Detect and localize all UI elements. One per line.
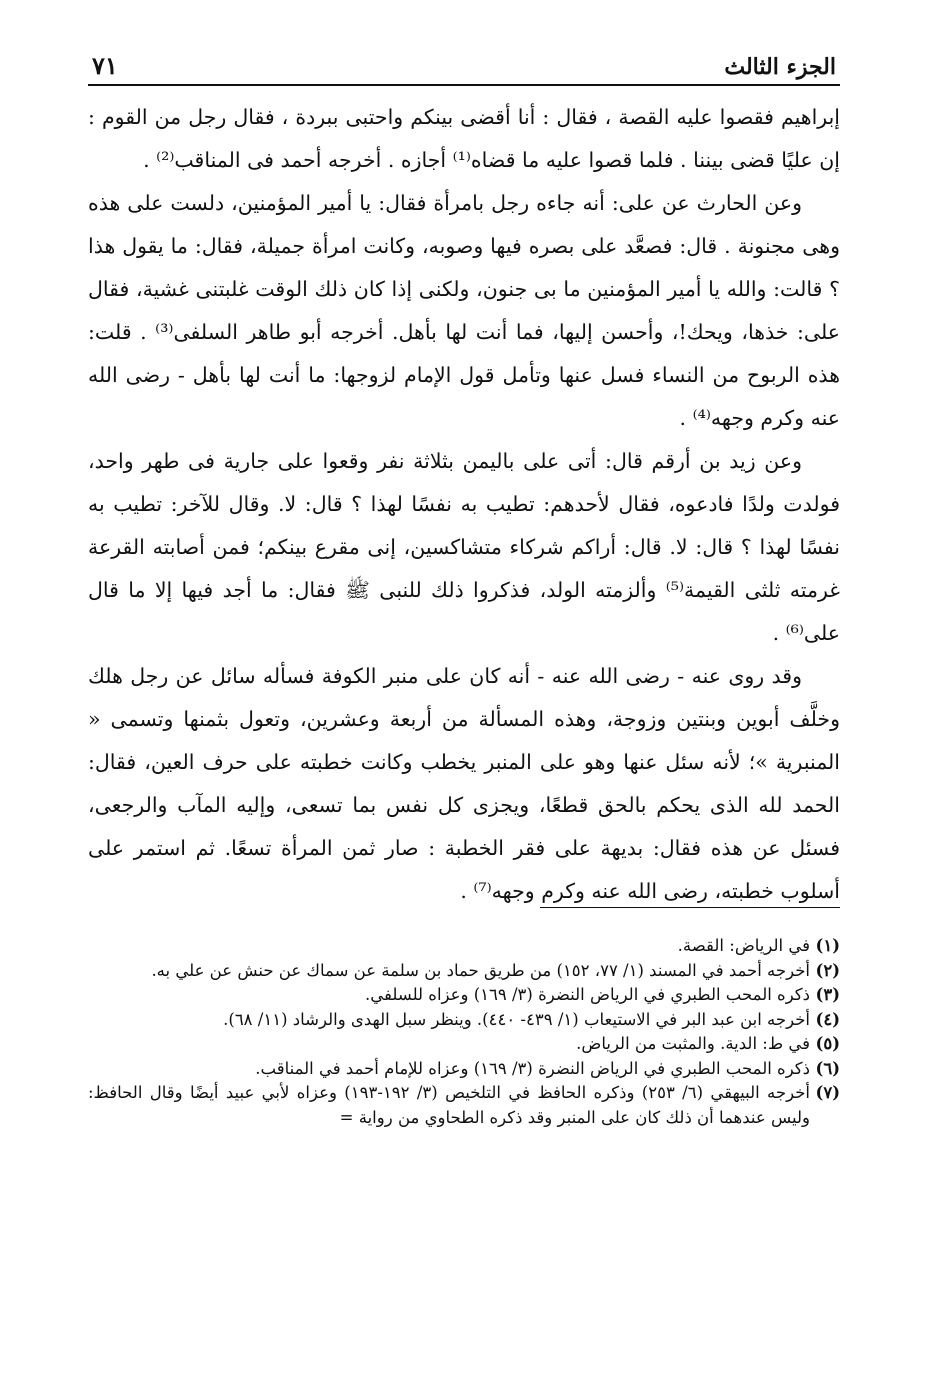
running-title: الجزء الثالث (724, 54, 836, 80)
paragraph: وعن الحارث عن على: أنه جاءه رجل بامرأة فقال: يا أمير المؤمنين، دلست على هذه وهى مجنونة . قال: فصعَّد على بصره فيها وصوبه، وكانت امرأة جميلة، فقال: ما يقول هذا ؟ قالت: والله يا أمير المؤمنين ما بى جنون، ولكنى إذا كان ذلك الوقت غلبتنى غشية، فقال على: خذها، ويحك!، وأحسن إليها، فما أنت لها بأهل. أخرجه أبو طاهر السلفى⁽³⁾ . قلت: هذه الربوح من النساء فسل عنها وتأمل قول الإمام لزوجها: ما أنت لها بأهل - رضى الله عنه وكرم وجهه⁽⁴⁾ . (88, 191, 840, 430)
footnotes (88, 934, 840, 1130)
footnote-text: أخرجه أحمد في المسند (١/ ٧٧، ١٥٢) من طريق حماد بن سلمة عن سماك عن حنش عن علي به. (151, 960, 810, 980)
footnote-number: (٦) (815, 1058, 840, 1078)
book-page (88, 30, 840, 1130)
footnote-number: (٢) (815, 960, 840, 980)
footnote-number: (٥) (815, 1034, 840, 1053)
footnote (88, 959, 840, 984)
footnote-number: (٣) (815, 985, 840, 1004)
footnote (88, 1057, 840, 1082)
footnote (88, 983, 840, 1008)
footnote (88, 934, 840, 959)
footnote-text: في ط: الدية. والمثبت من الرياض. (576, 1034, 810, 1053)
paragraph: إبراهيم فقصوا عليه القصة ، فقال : أنا أقضى بينكم واحتبى ببردة ، فقال رجل من القوم : إن عليًا قضى بيننا . فلما قصوا عليه ما قضاه⁽¹⁾ أجازه . أخرجه أحمد فى المناقب⁽²⁾ . (88, 105, 840, 172)
footnote-text: أخرجه البيهقي (٦/ ٢٥٣) وذكره الحافظ في التلخيص (٣/ ١٩٢-١٩٣) وعزاه لأبي عبيد أيضًا وقال الحافظ: وليس عندهما أن ذلك كان على المنبر وقد ذكره الطحاوي من رواية = (88, 1083, 810, 1127)
footnote-number: (٧) (815, 1083, 840, 1102)
main-text (88, 96, 840, 908)
footnote-text: ذكره المحب الطبري في الرياض النضرة (٣/ ١٦٩) وعزاه للإمام أحمد في المناقب. (255, 1058, 810, 1078)
footnote-text: في الرياض: القصة. (677, 936, 810, 955)
footnote-number: (١) (815, 936, 840, 955)
page-header (88, 30, 840, 86)
footnote-number: (٤) (815, 1009, 840, 1029)
paragraph: وقد روى عنه - رضى الله عنه - أنه كان على منبر الكوفة فسأله سائل عن رجل هلك وخلَّف أبوين وبنتين وزوجة، وهذه المسألة من أربعة وعشرين، وتعول بثمنها وتسمى « المنبرية »؛ لأنه سئل عنها وهو على المنبر يخطب وكانت خطبته على حرف العين، فقال: الحمد لله الذى يحكم بالحق قطعًا، ويجزى كل نفس بما تسعى، وإليه المآب والرجعى، فسئل عن هذه فقال: بديهة على فقر الخطبة : صار ثمن المرأة تسعًا. ثم استمر على أسلوب خطبته، رضى الله عنه وكرم وجهه⁽⁷⁾ . (88, 664, 840, 903)
footnote (88, 1081, 840, 1130)
footnote (88, 1008, 840, 1033)
footnote (88, 1032, 840, 1057)
paragraph: وعن زيد بن أرقم قال: أتى على باليمن بثلاثة نفر وقعوا على جارية فى طهر واحد، فولدت ولدًا فادعوه، فقال لأحدهم: تطيب به نفسًا لهذا ؟ قال: لا. وقال للآخر: تطيب به نفسًا لهذا ؟ قال: لا. قال: أراكم شركاء متشاكسين، إنى مقرع بينكم؛ فمن أصابته القرعة غرمته ثلثى القيمة⁽⁵⁾ وألزمته الولد، فذكروا ذلك للنبى ﷺ فقال: ما أجد فيها إلا ما قال على⁽⁶⁾ . (88, 449, 840, 645)
footnote-text: أخرجه ابن عبد البر في الاستيعاب (١/ ٤٣٩- ٤٤٠). وينظر سبل الهدى والرشاد (١١/ ٦٨). (223, 1009, 810, 1029)
page-number: ٧١ (92, 51, 118, 80)
footnote-text: ذكره المحب الطبري في الرياض النضرة (٣/ ١٦٩) وعزاه للسلفي. (365, 985, 810, 1004)
